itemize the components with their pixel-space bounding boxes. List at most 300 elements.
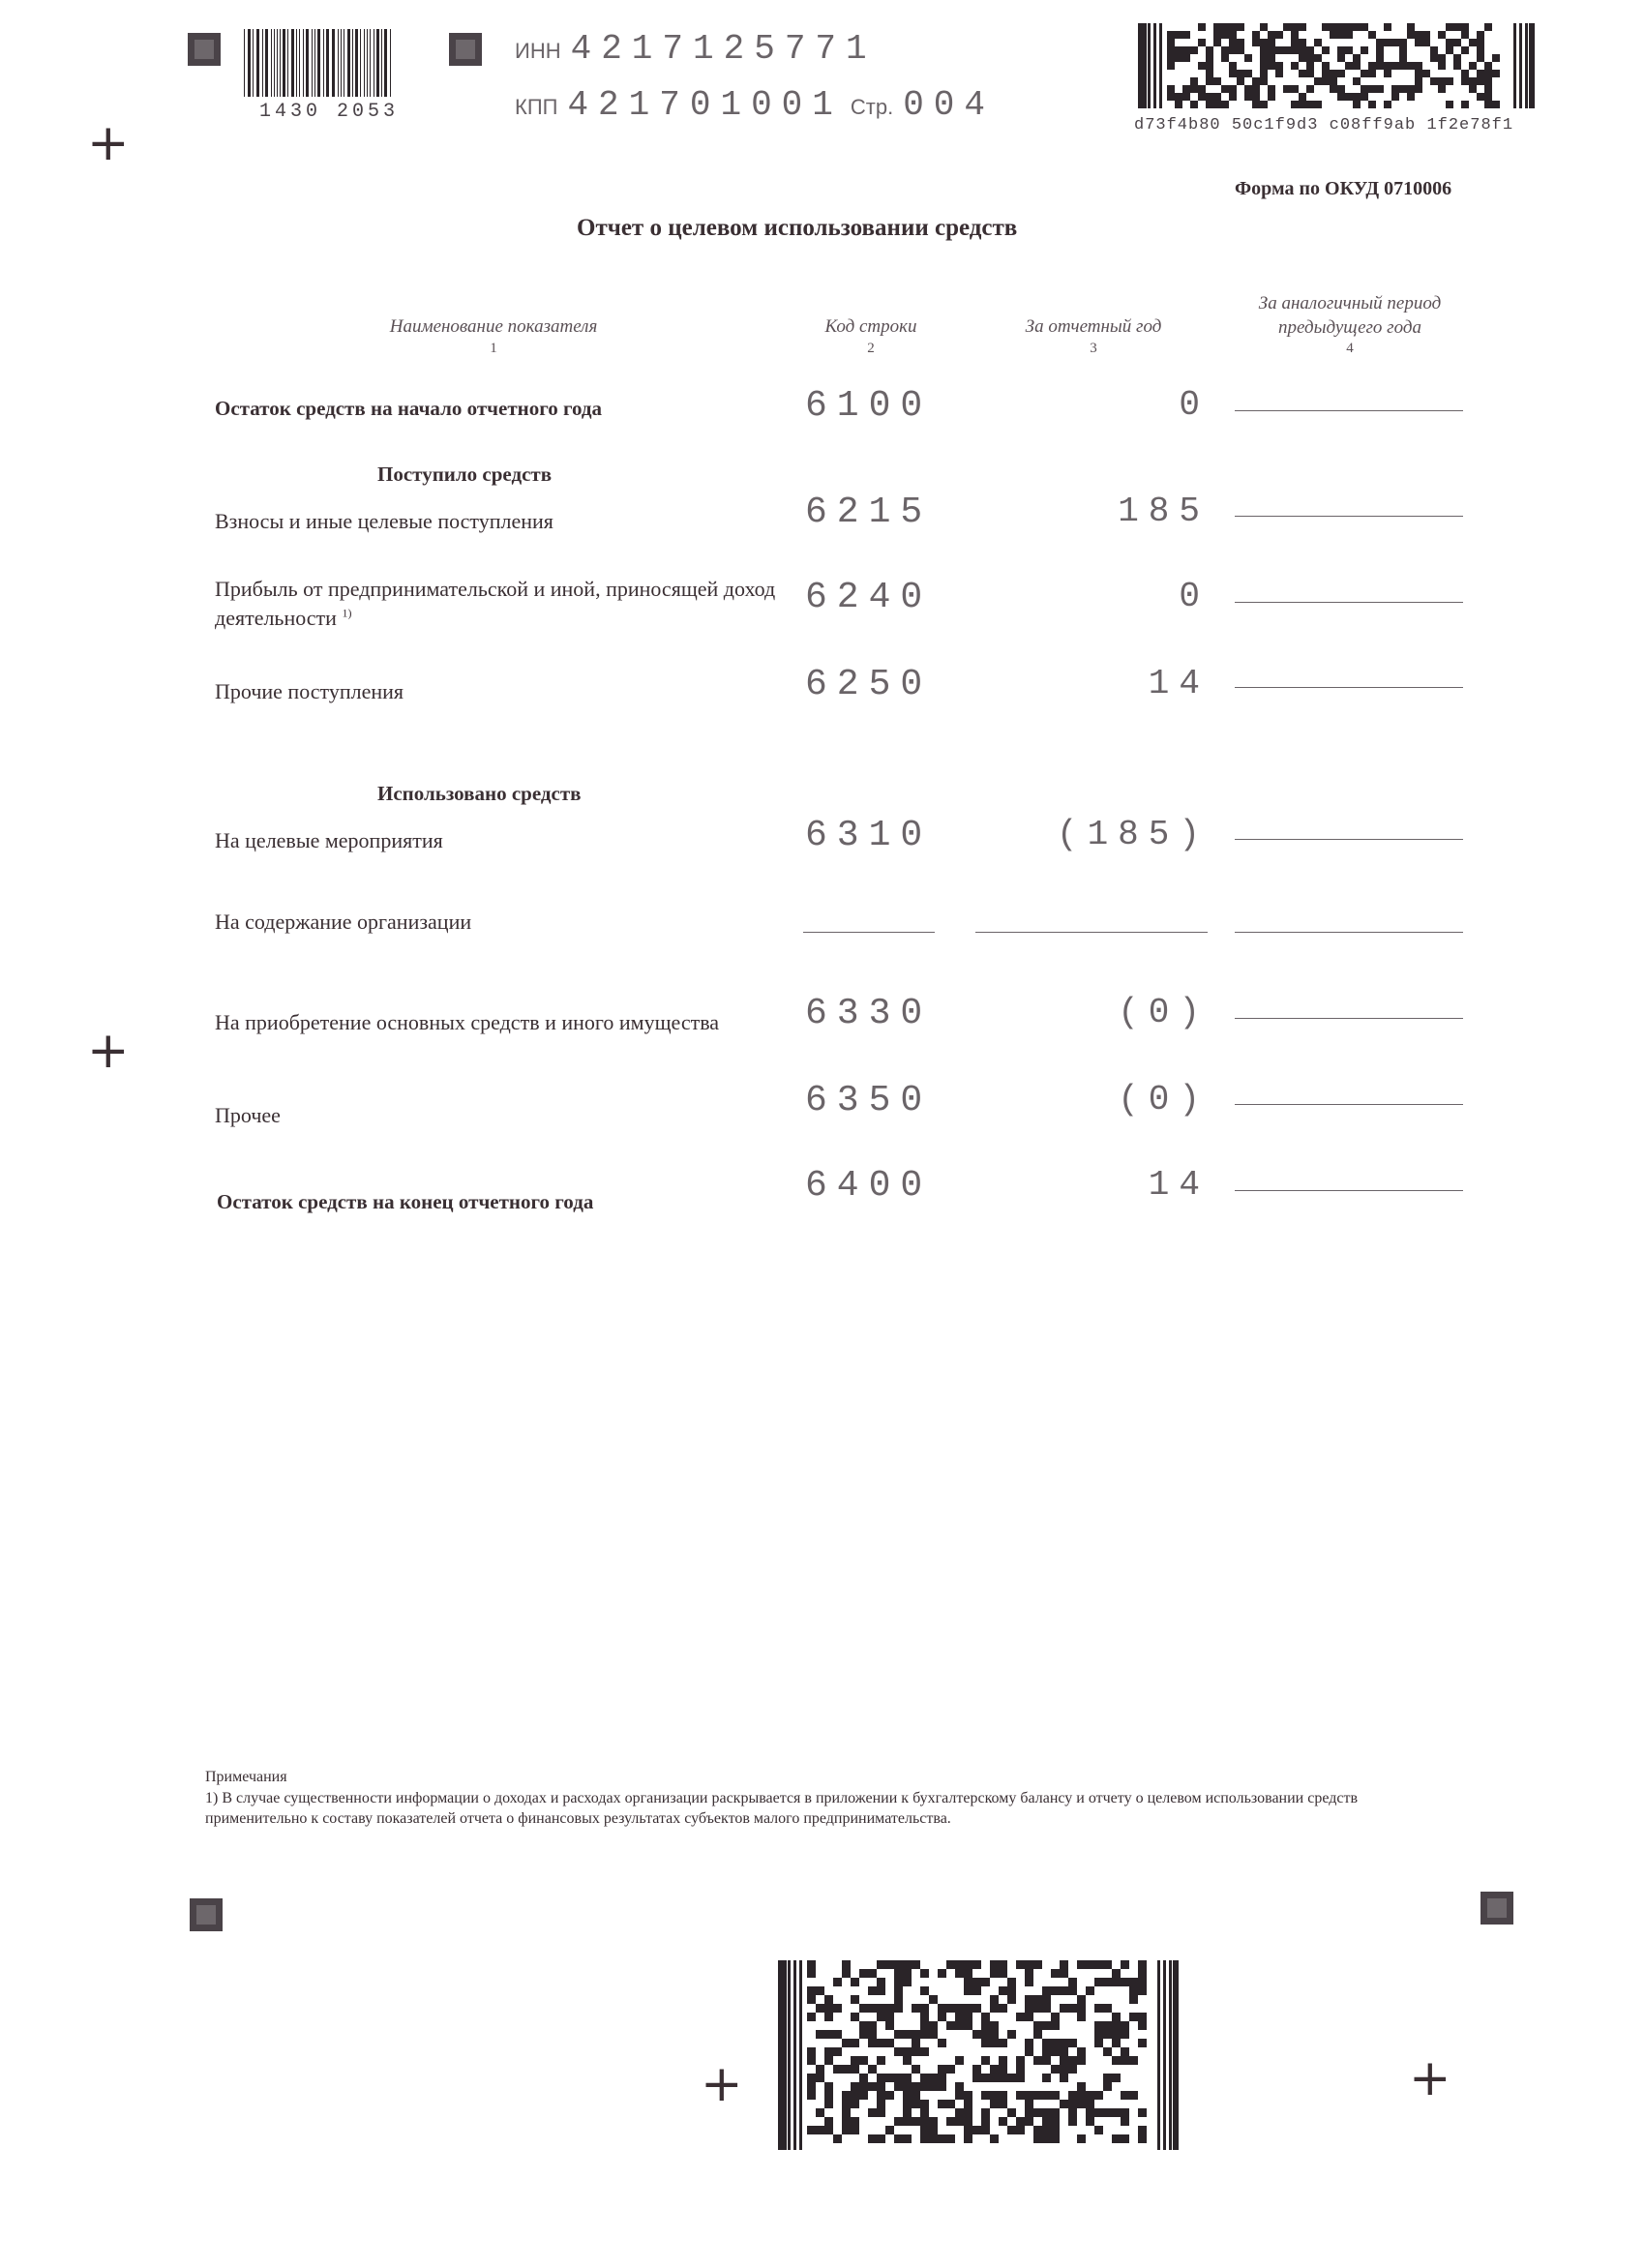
barcode-module bbox=[1229, 46, 1237, 54]
barcode-module bbox=[1033, 2056, 1042, 2065]
barcode-module bbox=[981, 2030, 990, 2039]
barcode-module bbox=[1221, 23, 1229, 31]
barcode-module bbox=[1407, 23, 1415, 31]
barcode-bar bbox=[317, 29, 320, 97]
barcode-module bbox=[1182, 85, 1190, 93]
barcode-module bbox=[833, 2030, 842, 2039]
barcode-module bbox=[1407, 31, 1415, 39]
barcode-guard-bar bbox=[1159, 23, 1162, 108]
barcode-module bbox=[1077, 2013, 1086, 2021]
barcode-bar bbox=[312, 29, 313, 97]
barcode-module bbox=[851, 2091, 859, 2100]
barcode-module bbox=[1438, 62, 1446, 70]
barcode-module bbox=[1422, 70, 1430, 77]
barcode-module bbox=[999, 1986, 1007, 1995]
barcode-module bbox=[912, 2091, 920, 2100]
barcode-module bbox=[1237, 23, 1244, 31]
barcode-module bbox=[894, 2134, 903, 2143]
barcode-module bbox=[903, 1960, 912, 1969]
barcode-module bbox=[1138, 2013, 1147, 2021]
barcode-module bbox=[1213, 93, 1221, 101]
barcode-bar bbox=[256, 29, 259, 97]
barcode-module bbox=[1275, 62, 1283, 70]
crosshair-icon: + bbox=[1409, 2049, 1451, 2107]
barcode-module bbox=[816, 2004, 824, 2013]
barcode-module bbox=[955, 2108, 964, 2117]
barcode-module bbox=[1175, 31, 1182, 39]
barcode-bar bbox=[370, 29, 371, 97]
barcode-module bbox=[833, 2047, 842, 2056]
barcode-module bbox=[1446, 23, 1453, 31]
barcode-module bbox=[1042, 2108, 1051, 2117]
barcode-module bbox=[964, 2004, 972, 2013]
barcode-module bbox=[824, 2030, 833, 2039]
barcode-module bbox=[1376, 39, 1384, 46]
barcode-module bbox=[999, 2004, 1007, 2013]
barcode-module bbox=[1252, 77, 1260, 85]
barcode-module bbox=[1407, 93, 1415, 101]
barcode-guard-bar bbox=[1525, 23, 1528, 108]
barcode-module bbox=[1345, 31, 1353, 39]
barcode-module bbox=[1361, 23, 1368, 31]
row-prev-year-dash bbox=[1235, 410, 1463, 411]
barcode-module bbox=[851, 2082, 859, 2091]
barcode-module bbox=[1361, 70, 1368, 77]
barcode-module bbox=[903, 1978, 912, 1986]
barcode-module bbox=[1237, 46, 1244, 54]
row-value: 0 bbox=[1179, 385, 1210, 425]
barcode-module bbox=[912, 2117, 920, 2126]
barcode-module bbox=[1167, 85, 1175, 93]
barcode-module bbox=[903, 2100, 912, 2108]
barcode-module bbox=[1121, 2021, 1129, 2030]
barcode-module bbox=[1446, 46, 1453, 54]
barcode-module bbox=[999, 2039, 1007, 2047]
barcode-module bbox=[972, 1978, 981, 1986]
barcode-module bbox=[946, 2021, 955, 2030]
barcode-module bbox=[1175, 54, 1182, 62]
barcode-module bbox=[1283, 85, 1291, 93]
barcode-module bbox=[1353, 62, 1361, 70]
barcode-module bbox=[833, 2065, 842, 2074]
barcode-module bbox=[1221, 54, 1229, 62]
barcode-module bbox=[955, 2004, 964, 2013]
barcode-module bbox=[1461, 23, 1469, 31]
row-code: 6330 bbox=[805, 993, 933, 1034]
barcode-module bbox=[1112, 2056, 1121, 2065]
barcode-module bbox=[1051, 2039, 1060, 2047]
barcode-module bbox=[1330, 77, 1337, 85]
barcode-module bbox=[1077, 2056, 1086, 2065]
barcode-module bbox=[894, 2117, 903, 2126]
barcode-module bbox=[920, 2117, 929, 2126]
barcode-bar bbox=[262, 29, 263, 97]
barcode-guard-bar bbox=[1513, 23, 1516, 108]
barcode-module bbox=[1025, 2108, 1033, 2117]
barcode-module bbox=[1042, 2134, 1051, 2143]
barcode-guard-bar bbox=[1529, 23, 1535, 108]
barcode-module bbox=[1033, 2030, 1042, 2039]
barcode-module bbox=[1086, 2091, 1094, 2100]
barcode-module bbox=[1469, 39, 1477, 46]
barcode-module bbox=[1025, 2117, 1033, 2126]
barcode-module bbox=[1461, 101, 1469, 108]
barcode-module bbox=[868, 2134, 877, 2143]
pdf417-barcode-bottom bbox=[778, 1960, 1179, 2150]
barcode-module bbox=[1103, 1978, 1112, 1986]
barcode-module bbox=[903, 2082, 912, 2091]
barcode-module bbox=[877, 2013, 885, 2021]
barcode-module bbox=[929, 2021, 938, 2030]
barcode-module bbox=[1033, 2126, 1042, 2134]
barcode-module bbox=[1138, 2108, 1147, 2117]
barcode-module bbox=[1446, 39, 1453, 46]
barcode-module bbox=[972, 2004, 981, 2013]
barcode-module bbox=[920, 2134, 929, 2143]
barcode-module bbox=[1229, 31, 1237, 39]
barcode-module bbox=[1042, 2091, 1051, 2100]
barcode-module bbox=[981, 2117, 990, 2126]
barcode-module bbox=[885, 2004, 894, 2013]
page-title: Отчет о целевом использовании средств bbox=[577, 215, 1018, 241]
barcode-bar bbox=[384, 29, 387, 97]
barcode-module bbox=[842, 2091, 851, 2100]
barcode-module bbox=[1198, 85, 1206, 93]
barcode-module bbox=[842, 1960, 851, 1969]
barcode-bar bbox=[274, 29, 275, 97]
barcode-bar bbox=[367, 29, 368, 97]
barcode-module bbox=[894, 2074, 903, 2082]
barcode-module bbox=[842, 2108, 851, 2117]
barcode-bar bbox=[280, 29, 281, 97]
barcode-module bbox=[868, 2108, 877, 2117]
row-prev-year-dash bbox=[1235, 1104, 1463, 1105]
column-header-previous-year: За аналогичный период предыдущего года 4 bbox=[1258, 293, 1442, 357]
barcode-module bbox=[1268, 93, 1275, 101]
barcode-module bbox=[990, 2004, 999, 2013]
barcode-module bbox=[946, 2117, 955, 2126]
barcode-module bbox=[1314, 54, 1322, 62]
barcode-module bbox=[1175, 46, 1182, 54]
barcode-module bbox=[1477, 93, 1484, 101]
barcode-module bbox=[1077, 2134, 1086, 2143]
barcode-module bbox=[1016, 2117, 1025, 2126]
barcode-module bbox=[1283, 23, 1291, 31]
barcode-module bbox=[1337, 46, 1345, 54]
barcode-module bbox=[842, 2065, 851, 2074]
barcode-module bbox=[1042, 2047, 1051, 2056]
barcode-module bbox=[1112, 1969, 1121, 1978]
barcode-module bbox=[1477, 46, 1484, 54]
barcode-module bbox=[1384, 23, 1391, 31]
barcode-module bbox=[1198, 23, 1206, 31]
barcode-module bbox=[859, 2056, 868, 2065]
barcode-module bbox=[868, 2004, 877, 2013]
barcode-module bbox=[972, 2065, 981, 2074]
barcode-module bbox=[1260, 77, 1268, 85]
inn-label: ИНН bbox=[515, 39, 561, 63]
barcode-module bbox=[851, 2126, 859, 2134]
barcode-module bbox=[1121, 2108, 1129, 2117]
form-code: Форма по ОКУД 0710006 bbox=[1235, 178, 1452, 199]
registration-marker-bottom-left bbox=[190, 1898, 223, 1931]
barcode-module bbox=[1025, 1969, 1033, 1978]
barcode-guard-bar bbox=[784, 1960, 787, 2150]
barcode-module bbox=[1368, 31, 1376, 39]
barcode-module bbox=[807, 2056, 816, 2065]
barcode-module bbox=[1484, 70, 1492, 77]
barcode-module bbox=[1042, 2126, 1051, 2134]
barcode-module bbox=[1112, 2013, 1121, 2021]
barcode-module bbox=[851, 2117, 859, 2126]
barcode-bar bbox=[299, 29, 300, 97]
barcode-module bbox=[1337, 54, 1345, 62]
inn-value: 4217125771 bbox=[570, 29, 877, 69]
barcode-module bbox=[1422, 31, 1430, 39]
barcode-module bbox=[877, 2082, 885, 2091]
barcode-module bbox=[833, 2134, 842, 2143]
barcode-module bbox=[1415, 85, 1422, 93]
barcode-module bbox=[955, 2082, 964, 2091]
barcode-module bbox=[824, 2117, 833, 2126]
barcode-module bbox=[1376, 85, 1384, 93]
barcode-module bbox=[1007, 1978, 1016, 1986]
barcode-module bbox=[894, 2030, 903, 2039]
barcode-module bbox=[1477, 31, 1484, 39]
row-value: (0) bbox=[1118, 993, 1210, 1032]
barcode-module bbox=[851, 2039, 859, 2047]
barcode-module bbox=[1252, 31, 1260, 39]
barcode-module bbox=[1033, 1995, 1042, 2004]
barcode-module bbox=[1399, 62, 1407, 70]
barcode-module bbox=[1330, 23, 1337, 31]
barcode-module bbox=[1051, 2047, 1060, 2056]
barcode-module bbox=[877, 2100, 885, 2108]
barcode-module bbox=[1353, 54, 1361, 62]
barcode-module bbox=[1453, 23, 1461, 31]
barcode-module bbox=[894, 1978, 903, 1986]
row-label-business-profit: Прибыль от предпринимательской и иной, приносящей доход деятельности $^{1)}$ bbox=[215, 577, 776, 630]
barcode-module bbox=[1129, 2013, 1138, 2021]
barcode-module bbox=[1198, 39, 1206, 46]
barcode-module bbox=[1237, 70, 1244, 77]
barcode-module bbox=[920, 1986, 929, 1995]
barcode-module bbox=[894, 2082, 903, 2091]
barcode-module bbox=[1268, 85, 1275, 93]
kpp-field bbox=[515, 85, 995, 125]
barcode-module bbox=[807, 2082, 816, 2091]
barcode-module bbox=[1103, 2021, 1112, 2030]
barcode-module bbox=[1068, 1986, 1077, 1995]
barcode-module bbox=[912, 2082, 920, 2091]
barcode-module bbox=[1399, 54, 1407, 62]
barcode-module bbox=[964, 1969, 972, 1978]
barcode-module bbox=[1094, 1978, 1103, 1986]
barcode-module bbox=[1469, 85, 1477, 93]
barcode-module bbox=[1051, 1969, 1060, 1978]
barcode-module bbox=[1051, 2108, 1060, 2117]
barcode-module bbox=[1190, 101, 1198, 108]
barcode-module bbox=[1353, 93, 1361, 101]
barcode-module bbox=[1068, 2039, 1077, 2047]
barcode-module bbox=[1391, 62, 1399, 70]
barcode-bar bbox=[248, 29, 251, 97]
barcode-module bbox=[1077, 2091, 1086, 2100]
barcode-module bbox=[824, 2100, 833, 2108]
barcode-module bbox=[990, 2021, 999, 2030]
document-hash: d73f4b80 50c1f9d3 c08ff9ab 1f2e78f1 bbox=[1134, 116, 1514, 134]
barcode-module bbox=[816, 2108, 824, 2117]
barcode-module bbox=[981, 2039, 990, 2047]
barcode-module bbox=[1112, 2039, 1121, 2047]
barcode-module bbox=[1016, 1960, 1025, 1969]
barcode-module bbox=[851, 2100, 859, 2108]
barcode-module bbox=[1051, 2013, 1060, 2021]
barcode-module bbox=[972, 1960, 981, 1969]
barcode-module bbox=[1407, 85, 1415, 93]
barcode-module bbox=[920, 2030, 929, 2039]
barcode-module bbox=[1033, 2134, 1042, 2143]
barcode-module bbox=[816, 2065, 824, 2074]
barcode-module bbox=[1291, 31, 1299, 39]
barcode-module bbox=[955, 2056, 964, 2065]
barcode-module bbox=[1182, 54, 1190, 62]
barcode-guard-bar bbox=[793, 1960, 796, 2150]
barcode-module bbox=[999, 1960, 1007, 1969]
barcode-module bbox=[1268, 62, 1275, 70]
barcode-module bbox=[842, 2039, 851, 2047]
barcode-module bbox=[903, 2056, 912, 2065]
barcode-module bbox=[1291, 23, 1299, 31]
barcode-module bbox=[1422, 39, 1430, 46]
barcode-module bbox=[1213, 31, 1221, 39]
barcode-module bbox=[1268, 39, 1275, 46]
barcode-module bbox=[1060, 2100, 1068, 2108]
barcode-module bbox=[964, 2126, 972, 2134]
barcode-module bbox=[1190, 46, 1198, 54]
barcode-module bbox=[964, 2100, 972, 2108]
row-label-maintenance: На содержание организации bbox=[215, 910, 472, 934]
barcode-module bbox=[990, 2065, 999, 2074]
barcode-module bbox=[894, 1969, 903, 1978]
barcode-module bbox=[920, 2047, 929, 2056]
barcode-module bbox=[1484, 85, 1492, 93]
barcode-bar bbox=[338, 29, 339, 97]
barcode-module bbox=[833, 1978, 842, 1986]
barcode-module bbox=[877, 1978, 885, 1986]
registration-marker-top-left bbox=[188, 33, 221, 66]
barcode-module bbox=[1112, 2030, 1121, 2039]
row-prev-year-dash bbox=[1235, 687, 1463, 688]
barcode-module bbox=[999, 2065, 1007, 2074]
barcode-module bbox=[1103, 2030, 1112, 2039]
barcode-module bbox=[1121, 2117, 1129, 2126]
barcode-module bbox=[1322, 62, 1330, 70]
barcode-module bbox=[1353, 77, 1361, 85]
barcode-module bbox=[1368, 70, 1376, 77]
barcode-module bbox=[877, 2134, 885, 2143]
barcode-guard-bar bbox=[1144, 23, 1147, 108]
barcode-module bbox=[903, 2117, 912, 2126]
barcode-module bbox=[1103, 2047, 1112, 2056]
barcode-module bbox=[1345, 62, 1353, 70]
barcode-module bbox=[868, 2021, 877, 2030]
barcode-module bbox=[842, 2117, 851, 2126]
barcode-module bbox=[824, 2047, 833, 2056]
barcode-module bbox=[1237, 39, 1244, 46]
barcode-module bbox=[1206, 46, 1213, 54]
barcode-module bbox=[1167, 46, 1175, 54]
barcode-module bbox=[1077, 2047, 1086, 2056]
barcode-module bbox=[1182, 31, 1190, 39]
row-code-dash bbox=[803, 932, 935, 933]
barcode-module bbox=[1314, 77, 1322, 85]
barcode-module bbox=[1182, 93, 1190, 101]
barcode-module bbox=[1322, 77, 1330, 85]
row-label-target-activities: На целевые мероприятия bbox=[215, 828, 443, 852]
barcode-module bbox=[1138, 2126, 1147, 2134]
barcode-module bbox=[1384, 70, 1391, 77]
barcode-module bbox=[842, 2100, 851, 2108]
row-value: 0 bbox=[1179, 577, 1210, 616]
barcode-module bbox=[1129, 1986, 1138, 1995]
barcode-module bbox=[1112, 1978, 1121, 1986]
barcode-module bbox=[1094, 2021, 1103, 2030]
barcode-module bbox=[1094, 2030, 1103, 2039]
barcode-module bbox=[981, 2013, 990, 2021]
barcode-module bbox=[1299, 54, 1306, 62]
barcode-guard-bar bbox=[1157, 1960, 1160, 2150]
barcode-module bbox=[885, 2039, 894, 2047]
barcode-module bbox=[964, 2013, 972, 2021]
barcode-module bbox=[859, 2082, 868, 2091]
barcode-module bbox=[929, 1995, 938, 2004]
barcode-module bbox=[1299, 101, 1306, 108]
barcode-bar bbox=[341, 29, 342, 97]
barcode-bar bbox=[314, 29, 315, 97]
barcode-module bbox=[842, 2126, 851, 2134]
barcode-module bbox=[1025, 2100, 1033, 2108]
barcode-bar bbox=[376, 29, 379, 97]
barcode-module bbox=[1322, 46, 1330, 54]
barcode-module bbox=[920, 2126, 929, 2134]
barcode-module bbox=[972, 2030, 981, 2039]
barcode-bar bbox=[265, 29, 268, 97]
barcode-module bbox=[824, 2126, 833, 2134]
barcode-module bbox=[1060, 2074, 1068, 2082]
barcode-module bbox=[1016, 2056, 1025, 2065]
barcode-module bbox=[938, 1969, 946, 1978]
barcode-module bbox=[1291, 62, 1299, 70]
barcode-guard-bar bbox=[1173, 1960, 1179, 2150]
barcode-module bbox=[1016, 2013, 1025, 2021]
barcode-module bbox=[964, 2021, 972, 2030]
barcode-bar bbox=[283, 29, 285, 97]
barcode-module bbox=[894, 2004, 903, 2013]
registration-marker-bottom-right bbox=[1480, 1892, 1513, 1925]
barcode-module bbox=[920, 2082, 929, 2091]
barcode-module bbox=[1121, 2091, 1129, 2100]
barcode-module bbox=[1477, 39, 1484, 46]
barcode-module bbox=[1484, 77, 1492, 85]
barcode-module bbox=[1051, 2021, 1060, 2030]
barcode-module bbox=[1484, 93, 1492, 101]
barcode-module bbox=[999, 2100, 1007, 2108]
barcode-guard-bar bbox=[788, 1960, 791, 2150]
pdf417-barcode-top bbox=[1138, 23, 1535, 108]
barcode-module bbox=[964, 2091, 972, 2100]
barcode-module bbox=[877, 2039, 885, 2047]
